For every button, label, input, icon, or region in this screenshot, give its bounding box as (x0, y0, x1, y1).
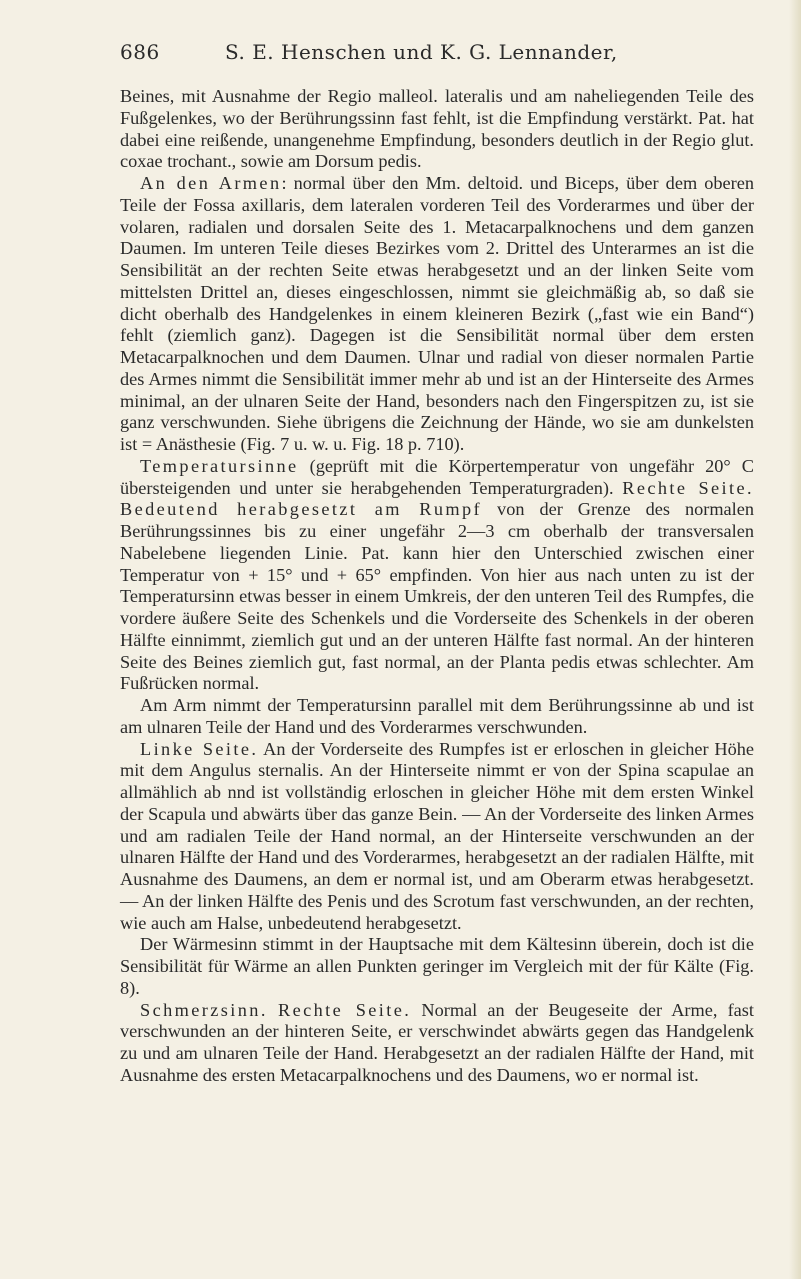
spaced-lead: Rechte Seite. (277, 999, 412, 1020)
page-number: 686 (120, 40, 160, 64)
spaced-lead: Linke Seite. (140, 738, 259, 759)
paragraph: Schmerzsinn. Rechte Seite. Normal an der Beugeseite der Arme, fast verschwunden an der hinteren Seite, er verschwindet abwärts gegen das Handgelenk zu und am ulnaren Teile der Hand. Herabgesetzt an der radialen Hälfte der Hand, mit Ausnahme des ersten Metacarpalknochens und des Daumens, wo er normal ist. (120, 999, 754, 1085)
paragraph: Linke Seite. An der Vorderseite des Rumpfes ist er erloschen in gleicher Höhe mit dem Angulus sternalis. An der Hinterseite nimmt er von der Spina scapulae an allmählich ab nnd ist vollständig erloschen in gleicher Höhe mit dem ersten Winkel der Scapula und abwärts über das ganze Bein. — An der Vorderseite des linken Armes und am radialen Teile der Hand normal, an der Hinterseite verschwunden an der ulnaren Hälfte der Hand und des Vorderarmes, herabgesetzt an der radialen Hälfte, mit Ausnahme des Daumens, an dem er normal ist, und am Oberarm etwas herabgesetzt. — An der linken Hälfte des Penis und des Scrotum fast verschwunden, an der rechten, wie auch am Halse, unbedeutend herabgesetzt. (120, 738, 755, 933)
spaced-lead: Temperatursinne (140, 455, 299, 476)
spaced-emphasis: Bedeutend herabgesetzt am Rumpf (120, 499, 483, 520)
page-edge-shadow (789, 0, 801, 1279)
running-title: S. E. Henschen und K. G. Lennander, (225, 40, 618, 64)
paragraph: An den Armen: normal über den Mm. deltoid. und Biceps, über dem oberen Teile der Fossa axillaris, dem lateralen vorderen Teil des Vorderarmes und über der volaren, radialen und dorsalen Seite des 1. Metacarpalknochens und dem ganzen Daumen. Im unteren Teile dieses Bezirkes vom 2. Drittel des Unterarmes an ist die Sensibilität an der rechten Seite etwas herabgesetzt und an der linken Seite vom mittelsten Drittel an, dieses eingeschlossen, nimmt sie gleichmäßig ab, so daß sie dicht oberhalb des Handgelenkes in einem kleineren Bezirk („fast wie ein Band“) fehlt (ziemlich ganz). Dagegen ist die Sensibilität normal über dem ersten Metacarpalknochen und dem Daumen. Ulnar und radial von dieser normalen Partie des Armes nimmt die Sensibilität immer mehr ab und ist an der Hinterseite des Armes minimal, an der ulnaren Seite der Hand, besonders nach den Fingerspitzen zu, ist sie ganz verschwunden. Siehe übrigens die Zeichnung der Hände, wo sie am dunkelsten ist = Anästhesie (Fig. 7 u. w. u. Fig. 18 p. 710). (120, 173, 754, 454)
body-text (120, 86, 754, 1087)
page-header (120, 40, 741, 76)
paragraph: Temperatursinne (geprüft mit die Körpertemperatur von ungefähr 20° C übersteigenden und unter sie herabgehenden Temperaturgraden). Rechte Seite. Bedeutend herabgesetzt am Rumpf von der Grenze des normalen Berührungssinnes bis zu einer ungefähr 2—3 cm oberhalb der transversalen Nabelebene liegenden Linie. Pat. kann hier den Unterschied zwischen einer Temperatur von + 15° und + 65° empfinden. Von hier aus nach unten zu ist der Temperatursinn etwas besser in einem Umkreis, der den unteren Teil des Rumpfes, die vordere äußere Seite des Schenkels und die Vorderseite des Schenkels in der oberen Hälfte einnimmt, ziemlich gut und an der unteren Hälfte fast normal. An der hinteren Seite des Beines ziemlich gut, fast normal, an der Planta pedis etwas schlechter. Am Fußrücken normal. (120, 455, 754, 694)
paragraph: Am Arm nimmt der Temperatursinn parallel mit dem Berührungssinne ab und ist am ulnaren Teile der Hand und des Vorderarmes verschwunden. (120, 695, 754, 737)
spaced-lead: Rechte Seite. (622, 477, 754, 498)
paragraph: Beines, mit Ausnahme der Regio malleol. lateralis und am naheliegenden Teile des Fußgelenkes, wo der Berührungssinn fast fehlt, ist die Empfindung verstärkt. Pat. hat dabei eine reißende, unangenehme Empfindung, besonders deutlich in der Regio glut. coxae trochant., sowie am Dorsum pedis. (120, 86, 754, 172)
paragraph: Der Wärmesinn stimmt in der Hauptsache mit dem Kältesinn überein, doch ist die Sensibilität für Wärme an allen Punkten geringer im Vergleich mit der für Kälte (Fig. 8). (120, 934, 754, 998)
spaced-lead: An den Armen (140, 173, 282, 193)
spaced-lead: Schmerzsinn. (140, 999, 268, 1020)
